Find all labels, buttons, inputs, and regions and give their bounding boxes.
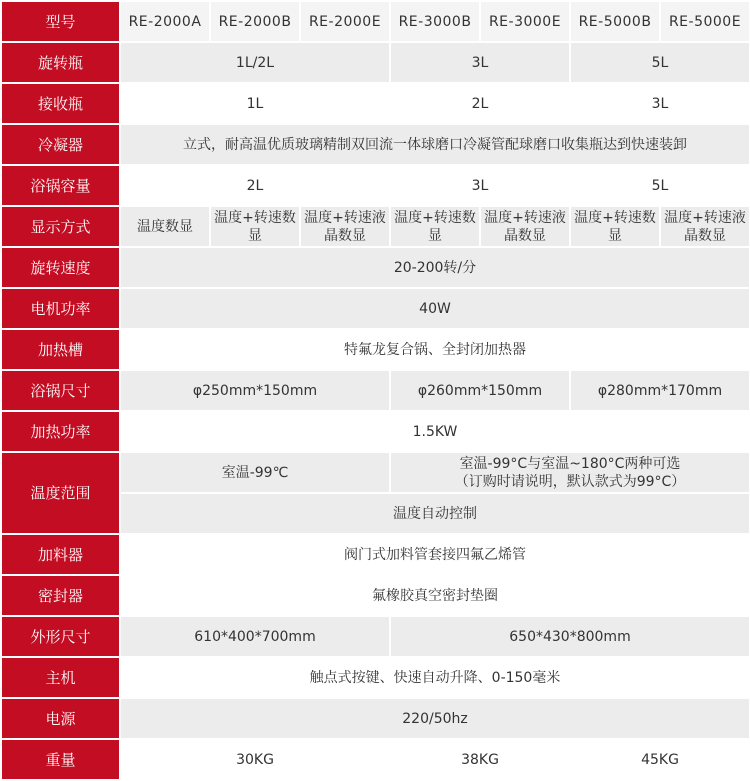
- value-cell: 3L: [571, 84, 749, 123]
- temp-range-row: [2, 453, 749, 492]
- value-cell: 1L/2L: [121, 43, 389, 82]
- row-label: 温度范围: [2, 453, 119, 533]
- value-cell: 阀门式加料管套接四氟乙烯管: [121, 535, 749, 574]
- host-row: [2, 658, 749, 697]
- value-cell: 温度+转速数显: [211, 207, 299, 246]
- value-cell: 2L: [391, 84, 569, 123]
- row-label: 旋转速度: [2, 248, 119, 287]
- model-cell: RE-2000A: [121, 2, 209, 41]
- receiving-flask-row: [2, 84, 749, 123]
- heating-power-row: [2, 412, 749, 451]
- row-label: 电源: [2, 699, 119, 738]
- row-label: 旋转瓶: [2, 43, 119, 82]
- rotary-flask-row: [2, 43, 749, 82]
- row-label: 电机功率: [2, 289, 119, 328]
- value-cell: 38KG: [391, 740, 569, 779]
- value-cell: [391, 453, 749, 492]
- value-cell: 3L: [391, 166, 569, 205]
- value-cell: 220/50hz: [121, 699, 749, 738]
- value-cell: 温度自动控制: [121, 494, 749, 533]
- bath-volume-row: [2, 166, 749, 205]
- model-cell: RE-5000E: [661, 2, 749, 41]
- model-cell: RE-5000B: [571, 2, 659, 41]
- model-cell: RE-2000B: [211, 2, 299, 41]
- row-label: 浴锅尺寸: [2, 371, 119, 410]
- dimensions-row: [2, 617, 749, 656]
- value-cell: 3L: [391, 43, 569, 82]
- temp-option-line: 室温-99°C与室温~180°C两种可选: [459, 455, 681, 472]
- row-label: 加料器: [2, 535, 119, 574]
- model-label: 型号: [2, 2, 119, 41]
- value-cell: φ280mm*170mm: [571, 371, 749, 410]
- value-cell: φ260mm*150mm: [391, 371, 569, 410]
- row-label: 显示方式: [2, 207, 119, 246]
- header-row: [2, 2, 749, 41]
- feeder-row: [2, 535, 749, 574]
- value-cell: 1.5KW: [121, 412, 749, 451]
- model-cell: RE-3000E: [481, 2, 569, 41]
- value-cell: 触点式按键、快速自动升降、0-150毫米: [121, 658, 749, 697]
- row-label: 密封器: [2, 576, 119, 615]
- value-cell: 温度+转速液晶数显: [301, 207, 389, 246]
- value-cell: 温度+转速数显: [391, 207, 479, 246]
- model-cell: RE-3000B: [391, 2, 479, 41]
- value-cell: 5L: [571, 166, 749, 205]
- motor-power-row: [2, 289, 749, 328]
- value-cell: 610*400*700mm: [121, 617, 389, 656]
- value-cell: 温度+转速液晶数显: [661, 207, 749, 246]
- value-cell: φ250mm*150mm: [121, 371, 389, 410]
- value-cell: 45KG: [571, 740, 749, 779]
- row-label: 重量: [2, 740, 119, 779]
- power-supply-row: [2, 699, 749, 738]
- row-label: 加热功率: [2, 412, 119, 451]
- value-cell: 立式，耐高温优质玻璃精制双回流一体球磨口冷凝管配球磨口收集瓶达到快速装卸: [121, 125, 749, 164]
- value-cell: 温度+转速液晶数显: [481, 207, 569, 246]
- condenser-row: [2, 125, 749, 164]
- row-label: 外形尺寸: [2, 617, 119, 656]
- value-cell: 温度+转速数显: [571, 207, 659, 246]
- value-cell: 40W: [121, 289, 749, 328]
- display-row: [2, 207, 749, 246]
- value-cell: 室温-99℃: [121, 453, 389, 492]
- row-label: 主机: [2, 658, 119, 697]
- value-cell: 650*430*800mm: [391, 617, 749, 656]
- model-cell: RE-2000E: [301, 2, 389, 41]
- row-label: 加热槽: [2, 330, 119, 369]
- value-cell: 5L: [571, 43, 749, 82]
- row-label: 浴锅容量: [2, 166, 119, 205]
- value-cell: 氟橡胶真空密封垫圈: [121, 576, 749, 615]
- heating-tank-row: [2, 330, 749, 369]
- weight-row: [2, 740, 749, 779]
- value-cell: 温度数显: [121, 207, 209, 246]
- bath-size-row: [2, 371, 749, 410]
- value-cell: 1L: [121, 84, 389, 123]
- temp-note-line: （订购时请说明，默认款式为99°C）: [454, 473, 686, 490]
- value-cell: 特氟龙复合锅、全封闭加热器: [121, 330, 749, 369]
- sealer-row: [2, 576, 749, 615]
- value-cell: 30KG: [121, 740, 389, 779]
- value-cell: 2L: [121, 166, 389, 205]
- value-cell: 20-200转/分: [121, 248, 749, 287]
- row-label: 接收瓶: [2, 84, 119, 123]
- rotation-speed-row: [2, 248, 749, 287]
- row-label: 冷凝器: [2, 125, 119, 164]
